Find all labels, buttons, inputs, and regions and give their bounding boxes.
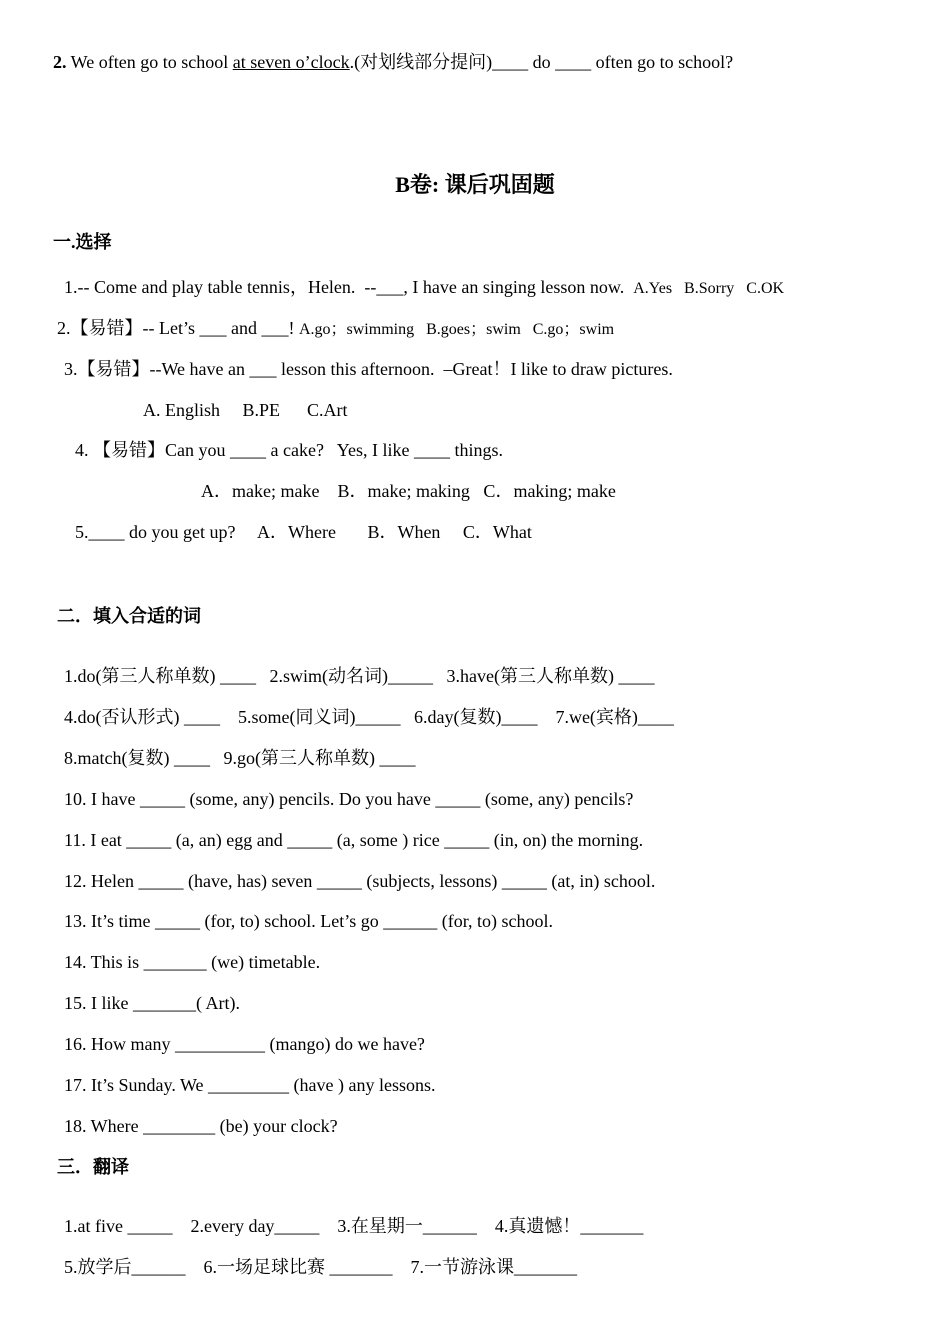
translate-line: 5.放学后______ 6.一场足球比赛 _______ 7.一节游泳课_______ — [64, 1257, 577, 1277]
fill-line: 1.do(第三人称单数) ____ 2.swim(动名词)_____ 3.have(第三人称单数) ____ — [64, 666, 655, 686]
fill-line: 4.do(否认形式) ____ 5.some(同义词)_____ 6.day(复数)____ 7.we(宾格)____ — [64, 707, 674, 727]
choice-question-4-options: A．make; make B．make; making C．making; make — [201, 481, 616, 501]
choice-question-1 — [64, 276, 784, 300]
choice-question-4: 4. 【易错】Can you ____ a cake? Yes, I like ____ things. — [75, 440, 503, 460]
question-text: 2.【易错】-- Let’s ___ and ___! — [57, 318, 295, 338]
fill-line: 16. How many __________ (mango) do we have? — [64, 1034, 425, 1054]
question-text: 1.-- Come and play table tennis，Helen. --___, I have an singing lesson now. — [64, 277, 625, 297]
question-options: A.Yes B.Sorry C.OK — [633, 280, 785, 297]
fill-line: 15. I like _______( Art). — [64, 993, 240, 1013]
fill-line: 14. This is _______ (we) timetable. — [64, 952, 321, 972]
translate-line: 1.at five _____ 2.every day_____ 3.在星期一______ 4.真遗憾！_______ — [64, 1216, 644, 1236]
fill-line: 12. Helen _____ (have, has) seven _____ (subjects, lessons) _____ (at, in) school. — [64, 871, 656, 891]
fill-line: 10. I have _____ (some, any) pencils. Do you have _____ (some, any) pencils? — [64, 789, 634, 809]
choice-question-2 — [57, 317, 614, 341]
fill-line: 13. It’s time _____ (for, to) school. Let’s go ______ (for, to) school. — [64, 911, 553, 931]
choice-question-3: 3.【易错】--We have an ___ lesson this afternoon. –Great！I like to draw pictures. — [64, 359, 673, 379]
fill-line: 17. It’s Sunday. We _________ (have ) any lessons. — [64, 1075, 436, 1095]
fill-line: 8.match(复数) ____ 9.go(第三人称单数) ____ — [64, 748, 416, 768]
question-number: 2. — [53, 52, 67, 72]
intro-question-2 — [53, 51, 733, 73]
fill-line: 11. I eat _____ (a, an) egg and _____ (a, some ) rice _____ (in, on) the morning. — [64, 830, 644, 850]
section-heading-translate: 三．翻译 — [57, 1157, 129, 1177]
question-text-after: .(对划线部分提问)____ do ____ often go to school? — [349, 52, 734, 72]
page-title: B卷: 课后巩固题 — [395, 172, 555, 197]
underlined-phrase: at seven o’clock — [232, 52, 350, 72]
choice-question-3-options: A. English B.PE C.Art — [143, 400, 348, 420]
section-heading-choice: 一.选择 — [53, 232, 112, 252]
choice-question-5: 5.____ do you get up? A．Where B．When C．What — [75, 522, 532, 542]
question-options: A.go；swimming B.goes；swim C.go；swim — [298, 321, 615, 338]
section-heading-fill: 二．填入合适的词 — [57, 606, 201, 626]
question-text-before: We often go to school — [66, 52, 233, 72]
fill-line: 18. Where ________ (be) your clock? — [64, 1116, 338, 1136]
